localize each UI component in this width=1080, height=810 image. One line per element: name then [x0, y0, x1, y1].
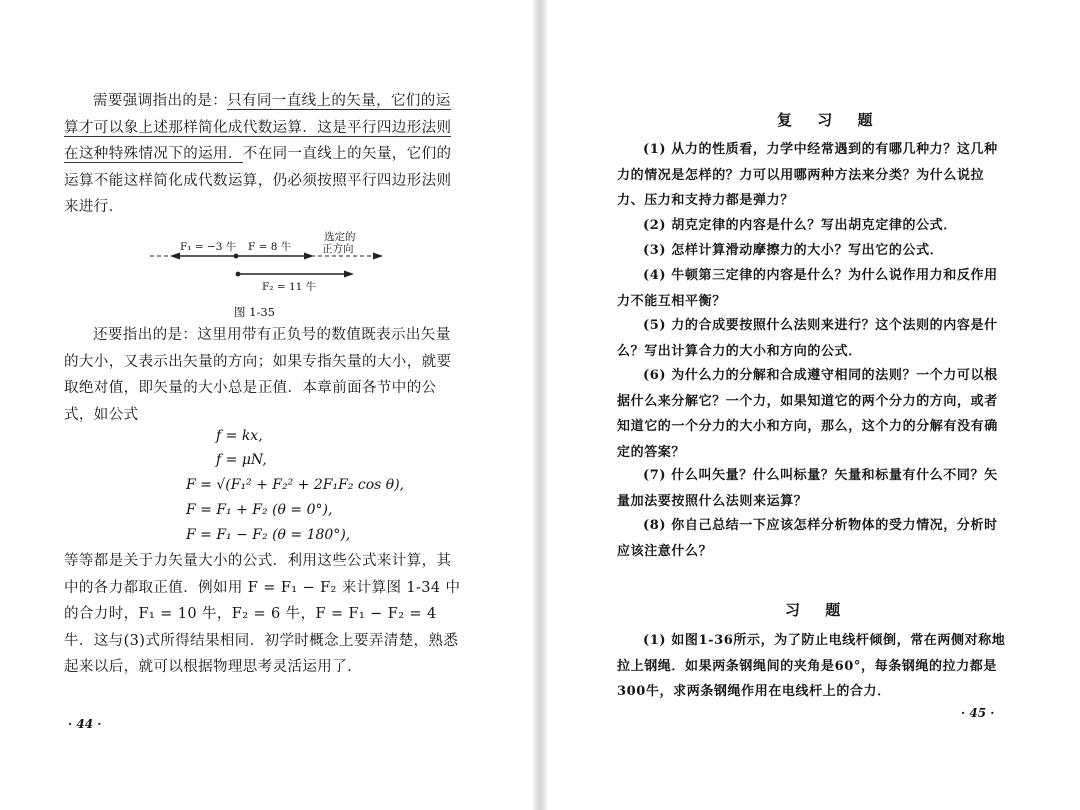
label-f1: F₁ = −3 牛	[180, 241, 237, 253]
label-f2: F₂ = 11 牛	[262, 281, 317, 293]
vector-f-arrowhead	[304, 253, 314, 260]
positive-direction-arrowhead	[373, 253, 383, 260]
review-heading: 复 习 题	[777, 111, 883, 129]
paragraph-emphasis	[64, 88, 462, 221]
formula-same-direction: F = F₁ + F₂ (θ = 0°),	[186, 502, 333, 518]
exercise-heading: 习 题	[785, 601, 851, 619]
formula-resultant: F = √(F₁² + F₂² + 2F₁F₂ cos θ),	[186, 477, 405, 493]
label-f: F = 8 牛	[248, 241, 292, 253]
exercise-question-1: (1) 如图1-36所示，为了防止电线杆倾倒，常在两侧对称地拉上钢绳．如果两条钢绳间的夹角是60°，每条钢绳的拉力都是300牛，求两条钢绳作用在电线杆上的合力．	[617, 633, 1006, 699]
page-number-left: · 44 ·	[68, 717, 102, 731]
review-question-3: (3) 怎样计算滑动摩擦力的大小？写出它的公式．	[643, 243, 944, 258]
paragraph-conclusion: 等等都是关于力矢量大小的公式．利用这些公式来计算，其中的各力都取正值．例如用 F = F₁ − F₂ 来计算图 1-34 中的合力时，F₁ = 10 牛，F₂ = 6 牛，F = F₁ − F₂ = 4 牛．这与(3)式所得结果相同．初学时概念上要弄清楚，熟悉起来以后，就可以根据物理思考灵活运用了．	[64, 553, 461, 675]
review-question-8: (8) 你自己总结一下应该怎样分析物体的受力情况，分析时应该注意什么？	[617, 518, 998, 559]
origin-point-f2	[236, 272, 241, 277]
right-page	[547, 0, 1080, 810]
paragraph-emphasis-underlined: 只有同一直线上的矢量，它们的运算才可以象上述那样简化成代数运算．这是平行四边形法则在这种特殊情况下的运用．	[64, 93, 452, 162]
review-question-6: (6) 为什么力的分解和合成遵守相同的法则？一个力可以根据什么来分解它？一个力，如果知道它的两个分力的方向，或者知道它的一个分力的大小和方向，那么，这个力的分解有没有确定的答案？	[617, 368, 998, 460]
page-number-right: · 45 ·	[961, 706, 995, 720]
review-question-1: (1) 从力的性质看，力学中经常遇到的有哪几种力？这几种力的情况是怎样的？力可以用哪两种方法来分类？为什么说拉力、压力和支持力都是弹力？	[617, 142, 998, 208]
formula-hooke: f = kx,	[216, 428, 263, 444]
book-gutter	[533, 0, 547, 810]
review-question-2: (2) 胡克定律的内容是什么？写出胡克定律的公式．	[643, 218, 957, 233]
vector-f1-arrowhead	[170, 253, 180, 260]
paragraph-emphasis-lead: 需要强调指出的是：	[93, 93, 228, 109]
review-question-7: (7) 什么叫矢量？什么叫标量？矢量和标量有什么不同？矢量加法要按照什么法则来运算？	[617, 468, 998, 509]
label-direction-line2: 正方向	[322, 243, 354, 255]
review-question-4: (4) 牛顿第三定律的内容是什么？为什么说作用力和反作用力不能互相平衡？	[617, 268, 998, 309]
vector-f2-arrowhead	[344, 271, 354, 278]
left-page	[0, 0, 533, 810]
paragraph-emphasis-tail: 不在同一直线上的矢量，它们的运算不能这样简化成代数运算，仍必须按照平行四边形法则来进行．	[64, 146, 452, 215]
paragraph-sign-convention: 还要指出的是：这里用带有正负号的数值既表示出矢量的大小，又表示出矢量的方向；如果专指矢量的大小，就要取绝对值，即矢量的大小总是正值．本章前面各节中的公式，如公式	[64, 327, 452, 423]
origin-point	[234, 254, 239, 259]
review-question-5: (5) 力的合成要按照什么法则来进行？这个法则的内容是什么？写出计算合力的大小和方向的公式．	[617, 318, 998, 359]
figure-caption: 图 1-35	[234, 305, 275, 319]
label-direction-line1: 选定的	[324, 231, 356, 243]
formula-friction: f = μN,	[216, 452, 267, 468]
formula-opposite-direction: F = F₁ − F₂ (θ = 180°),	[186, 527, 351, 543]
